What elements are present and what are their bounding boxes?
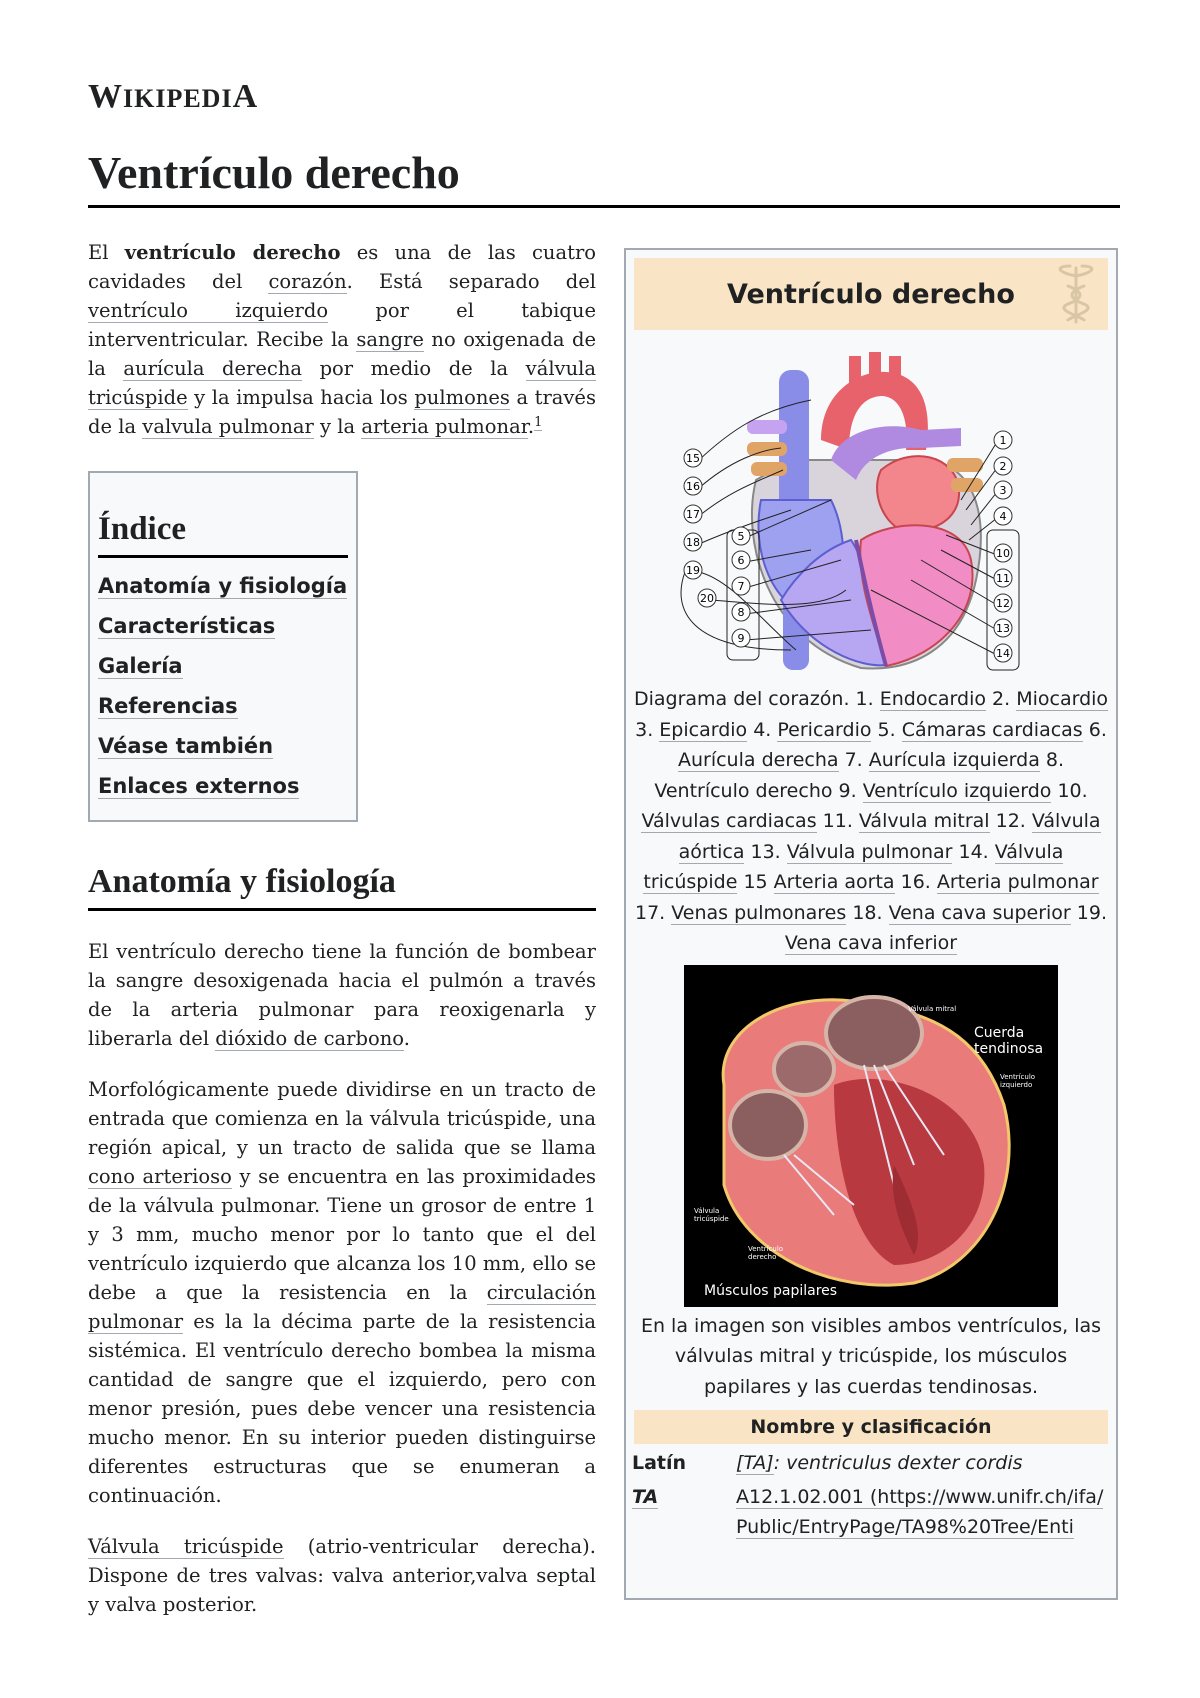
label-valvula-mitral: Válvula mitral <box>908 1004 957 1013</box>
number-marker-6 <box>732 551 750 569</box>
number-marker-1 <box>994 431 1012 449</box>
toc-item-anatomia: Anatomía y fisiología <box>98 574 348 598</box>
toc-item-referencias: Referencias <box>98 694 238 718</box>
ta-value <box>736 1482 1108 1542</box>
label-tendinosa: tendinosa <box>974 1040 1044 1057</box>
caption-text: 11. <box>816 810 859 832</box>
paragraph-morfologia: Morfológicamente puede dividirse en un tracto de entrada que comienza en la válvula tricúspide, una región apical, y un tracto de salida que se llama cono arterioso y se encuentra en las proximidades de la válvula pulmonar. Tiene un grosor de entre 1 y 3 mm, mucho menor por lo tanto que el del ventrículo izquierdo que alcanza los 10 mm, ello se debe a que la resistencia en la circulación pulmonar es la la décima parte de la resistencia sistémica. El ventrículo derecho bombea la misma cantidad de sangre que el izquierdo, pero con menor presión, pues debe vencer una resistencia mucho menor. En su interior pueden distinguirse diferentes estructuras que se enumeran a continuación. <box>88 1078 596 1507</box>
ta-label: TA <box>632 1486 659 1508</box>
caption-text: Diagrama del corazón. 1. <box>633 688 880 710</box>
link-corazon[interactable]: corazón <box>268 270 347 293</box>
toc-title: Índice <box>98 507 348 558</box>
ta-url-link[interactable]: A12.1.02.001 (https://www.unifr.ch/ifa/Public/EntryPage/TA98%20Tree/Enti <box>736 1486 1104 1538</box>
ta-link[interactable]: [TA] <box>736 1452 774 1474</box>
caption-text: 19. <box>1070 901 1108 924</box>
caption-text: 4. <box>747 718 778 741</box>
number-marker-20 <box>698 589 716 607</box>
caption-link[interactable]: Aurícula izquierda <box>868 749 1040 771</box>
infobox <box>624 248 1118 1600</box>
svg-text:1: 1 <box>999 434 1007 447</box>
aortic-branch-3 <box>889 356 901 388</box>
caption-link[interactable]: Válvula aórtica <box>678 810 1101 863</box>
number-marker-8 <box>732 603 750 621</box>
caption-text: 17. <box>634 901 672 924</box>
number-marker-10 <box>994 544 1012 562</box>
caption-link[interactable]: Válvula tricúspide <box>643 840 1064 893</box>
svg-text:19: 19 <box>686 564 700 577</box>
number-marker-9 <box>732 629 750 647</box>
latin-value: [TA]: ventriculus dexter cordis <box>736 1452 1023 1474</box>
link-auricula-derecha[interactable]: aurícula derecha <box>123 357 303 380</box>
number-marker-19 <box>684 561 702 579</box>
page-title: Ventrículo derecho <box>88 146 1120 208</box>
caption-link[interactable]: Vena cava superior <box>888 901 1071 924</box>
link-cono-arterioso[interactable]: cono arterioso <box>88 1165 232 1188</box>
svg-text:5: 5 <box>737 530 745 543</box>
caption-link[interactable]: Vena cava inferior <box>784 932 958 954</box>
svg-text:13: 13 <box>996 622 1010 635</box>
caduceus-icon <box>1050 262 1102 326</box>
caption-link[interactable]: Pericardio <box>777 718 872 741</box>
caption-text: 7. <box>838 749 869 771</box>
caption-link[interactable]: Válvulas cardiacas <box>641 810 817 832</box>
latin-row <box>632 1448 1108 1478</box>
number-marker-11 <box>994 569 1012 587</box>
paragraph-funcion: El ventrículo derecho tiene la función de bombear la sangre desoxigenada hacia el pulmón a través de la arteria pulmonar para reoxigenarla y liberarla del dióxido de carbono. <box>88 940 596 1050</box>
number-marker-13 <box>994 619 1012 637</box>
caption-text: 6. <box>1082 718 1107 741</box>
infobox-title: Ventrículo derecho <box>727 278 1015 310</box>
svg-text:14: 14 <box>996 647 1010 660</box>
heart-diagram[interactable] <box>671 350 1071 680</box>
number-marker-18 <box>684 533 702 551</box>
link-sangre[interactable]: sangre <box>356 328 424 351</box>
label-musculos-papilares: Músculos papilares <box>704 1282 838 1299</box>
svg-text:7: 7 <box>737 580 745 593</box>
link-pulmones[interactable]: pulmones <box>414 386 510 409</box>
link-valvula-pulmonar[interactable]: valvula pulmonar <box>142 415 314 438</box>
svg-text:16: 16 <box>686 480 700 493</box>
main-content <box>88 238 596 1641</box>
number-marker-4 <box>994 507 1012 525</box>
caption-text: 8. Ventrículo derecho 9. <box>654 749 1065 802</box>
label-ventriculo-izq-2: izquierdo <box>1000 1080 1033 1089</box>
pulmonary-vein-right-1 <box>947 458 983 472</box>
svg-text:2: 2 <box>999 460 1007 473</box>
number-marker-17 <box>684 505 702 523</box>
table-of-contents <box>88 471 358 822</box>
heart-cross-section-photo[interactable] <box>684 965 1058 1307</box>
number-marker-15 <box>684 449 702 467</box>
toc-item-enlaces-externos: Enlaces externos <box>98 774 300 798</box>
caption-text: 13. <box>744 840 787 863</box>
caption-link[interactable]: Aurícula derecha <box>677 749 839 771</box>
caption-text: 18. <box>846 901 889 924</box>
link-arteria-pulmonar[interactable]: arteria pulmonar <box>361 415 528 438</box>
number-marker-12 <box>994 594 1012 612</box>
svg-text:20: 20 <box>700 592 714 605</box>
aortic-branch-2 <box>869 352 881 384</box>
label-valvula-tric-2: tricúspide <box>694 1214 729 1223</box>
label-cuerda: Cuerda <box>974 1024 1025 1041</box>
caption-link[interactable]: Cámaras cardiacas <box>901 718 1083 741</box>
tricuspid-valve-ring <box>730 1091 806 1159</box>
caption-text: 15 <box>737 871 774 893</box>
ta-row <box>632 1482 1108 1542</box>
link-dioxido-carbono[interactable]: dióxido de carbono <box>215 1027 404 1050</box>
diagram-caption <box>626 684 1116 959</box>
toc-item-galeria: Galería <box>98 654 183 678</box>
aortic-branch-1 <box>849 356 861 388</box>
infobox-header <box>634 258 1108 330</box>
number-marker-7 <box>732 577 750 595</box>
caption-text: 16. <box>894 871 937 893</box>
wikipedia-wordmark[interactable]: WIKIPEDIA <box>88 78 259 115</box>
photo-caption: En la imagen son visibles ambos ventrículos, las válvulas mitral y tricúspide, los músculos papilares y las cuerdas tendinosas. <box>640 1314 1102 1398</box>
pulmonary-vein-left-3 <box>751 462 787 476</box>
number-marker-16 <box>684 477 702 495</box>
paragraph-tricuspide: Válvula tricúspide (atrio-ventricular derecha). Dispone de tres valvas: valva anterior,valva septal y valva posterior. <box>88 1535 596 1616</box>
svg-text:12: 12 <box>996 597 1010 610</box>
label-ventriculo-izq-1: Ventrículo <box>1000 1072 1036 1081</box>
reference-link[interactable]: 1 <box>534 414 543 430</box>
label-ventriculo-der-2: derecho <box>748 1252 777 1261</box>
toc-list <box>98 566 348 806</box>
caption-link[interactable]: Ventrículo izquierdo <box>862 779 1052 802</box>
pulmonary-vein-left-1 <box>747 420 787 434</box>
caption-text: 2. <box>985 688 1017 710</box>
link-circulacion-pulmonar[interactable]: circulación pulmonar <box>88 1281 596 1333</box>
caption-link[interactable]: Epicardio <box>659 718 748 741</box>
caption-link[interactable]: Miocardio <box>1016 688 1109 710</box>
caption-text: 10. <box>1051 779 1088 802</box>
link-valvula-tricuspide-2[interactable]: Válvula tricúspide <box>88 1535 284 1558</box>
svg-text:11: 11 <box>996 572 1010 585</box>
svg-text:18: 18 <box>686 536 700 549</box>
svg-text:17: 17 <box>686 508 700 521</box>
number-marker-2 <box>994 457 1012 475</box>
number-marker-5 <box>732 527 750 545</box>
caption-link[interactable]: Arteria aorta <box>773 871 895 893</box>
caption-text: 3. <box>635 718 660 741</box>
intro-paragraph: El ventrículo derecho es una de las cuatro cavidades del corazón. Está separado del ventrículo izquierdo por el tabique interventricular. Recibe la sangre no oxigenada de la aurícula derecha por medio de la válvula tricúspide y la impulsa hacia los pulmones a través de la valvula pulmonar y la arteria pulmonar.$^1$ <box>88 241 597 438</box>
svg-text:8: 8 <box>737 606 745 619</box>
svg-text:10: 10 <box>996 547 1010 560</box>
caption-text: 12. <box>989 810 1032 832</box>
pulmonary-vein-left-2 <box>747 442 787 456</box>
caption-text: 5. <box>871 718 902 741</box>
caption-link[interactable]: Venas pulmonares <box>671 901 847 924</box>
number-marker-3 <box>994 481 1012 499</box>
svg-text:9: 9 <box>737 632 745 645</box>
caption-link[interactable]: Arteria pulmonar <box>936 871 1099 893</box>
link-ventriculo-izquierdo[interactable]: ventrículo izquierdo <box>88 299 329 322</box>
left-atrium <box>877 456 959 531</box>
svg-text:15: 15 <box>686 452 700 465</box>
caption-link[interactable]: Válvula pulmonar <box>786 840 953 863</box>
toc-item-caracteristicas: Características <box>98 614 276 638</box>
caption-text: 14. <box>952 840 995 863</box>
aortic-valve-ring <box>774 1043 834 1095</box>
link-valvula-tricuspide[interactable]: válvula tricúspide <box>88 357 596 409</box>
label-valvula-tric-1: Válvula <box>694 1206 720 1215</box>
latin-label: Latín <box>632 1452 687 1474</box>
svg-text:4: 4 <box>999 510 1007 523</box>
number-marker-14 <box>994 644 1012 662</box>
label-ventriculo-der-1: Ventrículo <box>748 1244 784 1253</box>
toc-item-vease-tambien: Véase también <box>98 734 274 758</box>
section-heading-anatomia: Anatomía y fisiología <box>88 862 596 911</box>
svg-text:6: 6 <box>737 554 745 567</box>
classification-header: Nombre y clasificación <box>634 1410 1108 1444</box>
caption-link[interactable]: Endocardio <box>879 688 986 710</box>
caption-link[interactable]: Válvula mitral <box>858 810 990 832</box>
svg-text:3: 3 <box>999 484 1007 497</box>
